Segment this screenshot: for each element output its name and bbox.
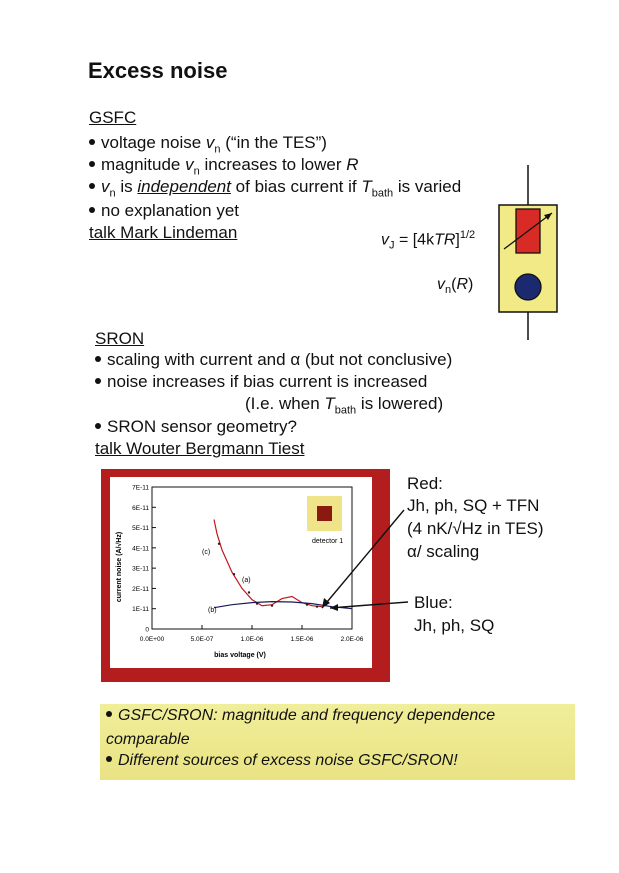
y-tick-label: 2E-11 [132,585,149,593]
y-tick-label: 1E-11 [132,606,149,614]
red-arrow-icon [322,510,404,608]
x-tick-label: 1.5E-06 [290,636,314,643]
legend-red-line-1: Jh, ph, SQ + TFN [407,496,540,515]
inset-label: detector 1 [312,538,344,545]
x-tick-label: 1.0E-06 [240,636,264,643]
data-point [248,591,250,593]
gsfc-heading: GSFC [89,108,137,127]
data-point [233,573,235,575]
x-axis-label: bias voltage (V) [214,652,266,659]
x-tick-label: 5.0E-07 [190,636,214,643]
sron-item-1: scaling with current and α (but not conclusive) [95,350,452,370]
annotation-a: (a) [242,577,251,584]
gsfc-item-4: no explanation yet [89,201,239,221]
sron-talk-link[interactable]: talk Wouter Bergmann Tiest [95,439,305,458]
bullet-icon [106,711,112,717]
data-point [271,604,273,606]
y-tick-label: 0 [145,626,149,634]
sron-note: (I.e. when $T_{bath}$ is lowered) [245,394,444,417]
page-title: Excess noise [88,58,228,83]
sron-item-3: SRON sensor geometry? [95,417,297,437]
summary-line-2: comparable [106,731,190,748]
summary-line-1: GSFC/SRON: magnitude and frequency dependence [106,707,495,725]
gsfc-item-2: magnitude $v_n$ increases to lower R [89,155,358,177]
noise-source-icon [515,274,541,300]
y-axis-label: current noise (A/√Hz) [116,531,123,603]
bullet-icon [89,161,95,167]
gsfc-item-1: voltage noise $v_n$ (“in the TES”) [89,133,327,155]
sron-item-2: noise increases if bias current is increased [95,372,427,392]
data-point [256,602,258,604]
legend-blue-title: Blue: [414,593,453,612]
annotation-b: (b) [208,607,217,614]
bullet-icon [106,756,112,762]
tes-circuit-diagram [494,165,574,340]
blue-arrow-icon [330,602,408,608]
bullet-icon [95,378,101,384]
bullet-icon [89,183,95,189]
y-tick-label: 4E-11 [132,545,149,553]
bullet-icon [89,207,95,213]
y-tick-label: 7E-11 [132,484,149,492]
sron-heading: SRON [95,329,145,348]
y-tick-label: 6E-11 [132,504,149,512]
bullet-icon [89,139,95,145]
legend-red-line-3: α/ scaling [407,542,480,561]
x-tick-label: 0.0E+00 [139,636,165,643]
legend-red-title: Red: [407,474,443,493]
x-tick-label: 2.0E-06 [340,636,364,643]
summary-line-3: Different sources of excess noise GSFC/SRON! [106,752,458,770]
gsfc-talk-link[interactable]: talk Mark Lindeman [89,223,238,242]
y-tick-label: 5E-11 [132,525,149,533]
data-point [218,543,220,545]
bullet-icon [95,356,101,362]
annotation-c: (c) [202,549,211,556]
formula-vn: $v_n(R)$ [437,276,474,297]
legend-red-line-2: (4 nK/√Hz in TES) [407,519,544,538]
formula-vj: $v_J = [4kTR]^{1/2}$ [381,229,476,252]
y-tick-label: 3E-11 [132,565,149,573]
gsfc-item-3: $v_n$ is independent of bias current if $T_{bath}$ is varied [89,177,461,199]
bullet-icon [95,423,101,429]
legend-arrows [300,490,420,620]
legend-blue-line-1: Jh, ph, SQ [414,616,495,635]
